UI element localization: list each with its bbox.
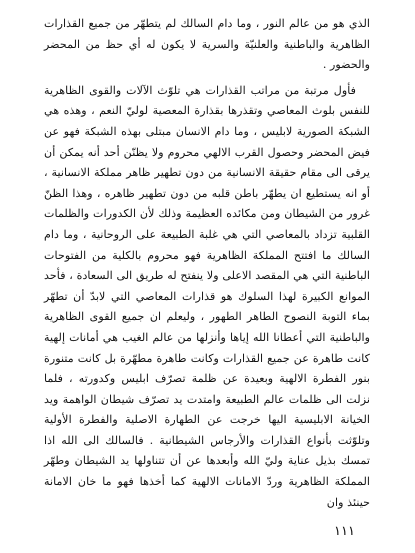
page-number: ١١١: [334, 524, 355, 539]
body-text: [44, 14, 370, 513]
paragraph-2: فأول مرتبة من مراتب القذارات هي تلوّث الآلات والقوى الظاهرية للنفس بلوث المعاصي وتقذرها بقذارة المعصية لوليّ النعم ، وهذه هي الشبكة الصورية لابليس ، وما دام الانسان مبتلى بهذه الشبكة فهو عن فيض المحضر وحصول القرب الالهي محروم ولا يظنّن أحد أنه يمكن أن يرقى الى مقام حقيقة الانسانية من دون تطهير ظاهر مملكة الانسانية ، أو انه يستطيع ان يطهّر باطن قلبه من دون تطهير ظاهره ، وهذا الظنّ غرور من الشيطان ومن مكائده العظيمة وذلك لأن الكدورات والظلمات القلبية تزداد بالمعاصي التي هي غلبة الطبيعة على الروحانية ، وما دام السالك ما افتتح المملكة الظاهرية فهو محروم بالكلية من الفتوحات الباطنية التي هي المقصد الاعلى ولا ينفتح له طريق الى السعادة ، فأحد الموانع الكبيرة لهذا السلوك هو قذارات المعاصي التي لابدّ أن تطهّر بماء التوبة النصوح الطاهر الطهور ، وليعلم ان جميع القوى الظاهرية والباطنية التي أعطانا الله إياها وأنزلها من عالم الغيب هي أمانات إلهية كانت طاهرة عن جميع القذارات وكانت طاهرة مطهّرة بل كانت متنورة بنور الفطرة الالهية وبعيدة عن ظلمة تصرّف ابليس وكدورته ، فلما نزلت الى ظلمات عالم الطبيعة وامتدت يد تصرّف شيطان الواهمة ويد الخيانة الابليسية اليها خرجت عن الطهارة الاصلية والفطرة الأولية وتلوّثت بأنواع القذارات والأرجاس الشيطانية . فالسالك الى الله اذا تمسك بذيل عناية وليّ الله وأبعدها عن أن تتناولها يد الشيطان وطهّر المملكة الظاهرية وردّ الامانات الالهية كما أخذها فهو ما خان الامانة حينئذ وان: [44, 83, 370, 509]
paragraph-1: الذي هو من عالم النور ، وما دام السالك لم يتطهّر من جميع القذارات الظاهرية والباطنية والعلنيّة والسرية لا يكون له أي حظ من المحضر والحضور .: [44, 17, 370, 72]
